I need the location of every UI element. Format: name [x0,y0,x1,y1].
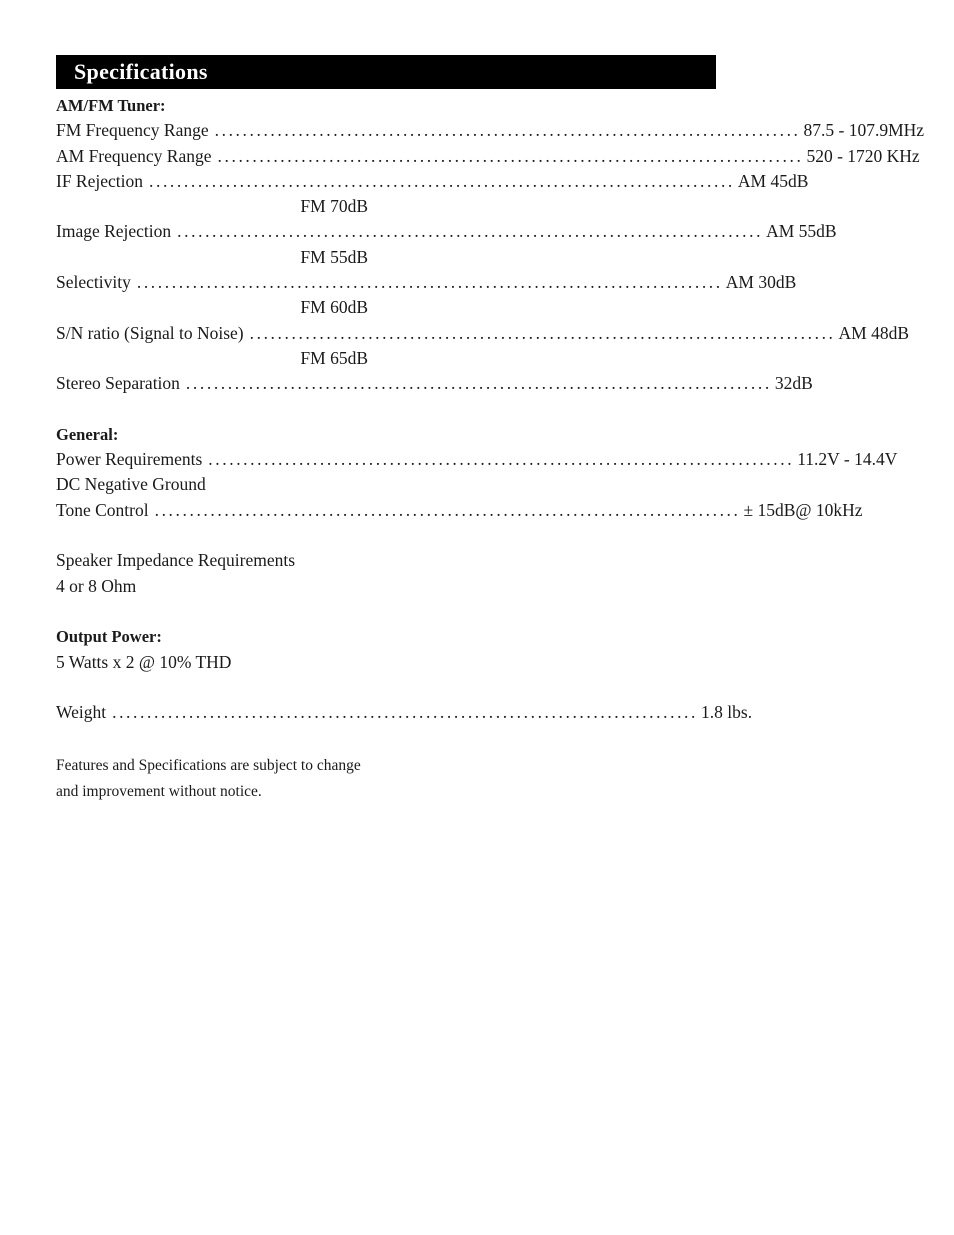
disclaimer-note: Features and Specifications are subject to change and improvement without notice. [56,756,361,800]
spec-row-weight [56,700,753,725]
spacer [56,599,368,624]
dot-leader: .................................................................................... [112,702,699,723]
spec-label: IF Rejection [56,170,143,191]
dot-leader: .................................................................................... [177,221,764,242]
spec-value: 11.2V - 14.4V [797,449,898,470]
spec-value: 87.5 - 107.9MHz [803,120,925,141]
spec-ground: DC Negative Ground [56,474,206,495]
spacer [56,675,368,700]
speaker-impedance-label: Speaker Impedance Requirements [56,550,296,571]
spacer [56,523,368,548]
spec-value-continuation: FM 60dB [300,297,368,318]
spec-label: S/N ratio (Signal to Noise) [56,322,244,343]
dot-leader: .................................................................................... [185,373,772,394]
spec-label: Image Rejection [56,221,172,242]
spec-value: AM 48dB [838,322,910,343]
spec-row-if-rejection [56,169,809,194]
dot-leader: .................................................................................... [154,499,741,520]
spec-row-image-rejection [56,219,837,244]
spec-label: FM Frequency Range [56,120,209,141]
spec-value: AM 30dB [725,272,797,293]
spec-row-fm-range [56,118,925,143]
spec-row-stereo-separation [56,371,813,396]
spec-value-continuation: FM 55dB [300,246,368,267]
spec-value: ± 15dB@ 10kHz [743,499,863,520]
spec-label: Tone Control [56,499,149,520]
spec-row-sn-ratio [56,321,910,346]
dot-leader: .................................................................................... [208,449,795,470]
dot-leader: .................................................................................... [217,145,804,166]
spec-label: Power Requirements [56,449,203,470]
specifications-list [56,93,925,805]
dot-leader: .................................................................................... [149,170,735,191]
general-heading: General: [56,424,119,444]
spec-row-selectivity [56,270,797,295]
spec-value: 520 - 1720 KHz [806,145,920,166]
dot-leader: .................................................................................... [214,120,801,141]
spec-label: Weight [56,702,107,723]
spec-row-power [56,447,898,472]
output-power-value: 5 Watts x 2 @ 10% THD [56,651,232,672]
spec-label: Stereo Separation [56,373,180,394]
spacer [56,725,368,750]
spec-row-am-range [56,144,920,169]
page-title: Specifications [74,59,208,84]
spec-value: 32dB [774,373,813,394]
output-power-heading: Output Power: [56,627,162,647]
spec-value-continuation: FM 70dB [300,196,368,217]
dot-leader: .................................................................................... [136,272,723,293]
spec-value: AM 45dB [737,170,809,191]
dot-leader: .................................................................................... [249,322,836,343]
spacer [56,397,368,422]
spec-value-continuation: FM 65dB [300,347,368,368]
spec-value: 1.8 lbs. [701,702,753,723]
spec-label: Selectivity [56,272,131,293]
spec-row-tone-control [56,498,863,523]
speaker-impedance-value: 4 or 8 Ohm [56,575,137,596]
spec-value: AM 55dB [766,221,837,242]
spec-label: AM Frequency Range [56,145,212,166]
section-header-bar [56,55,716,89]
tuner-heading: AM/FM Tuner: [56,96,166,115]
